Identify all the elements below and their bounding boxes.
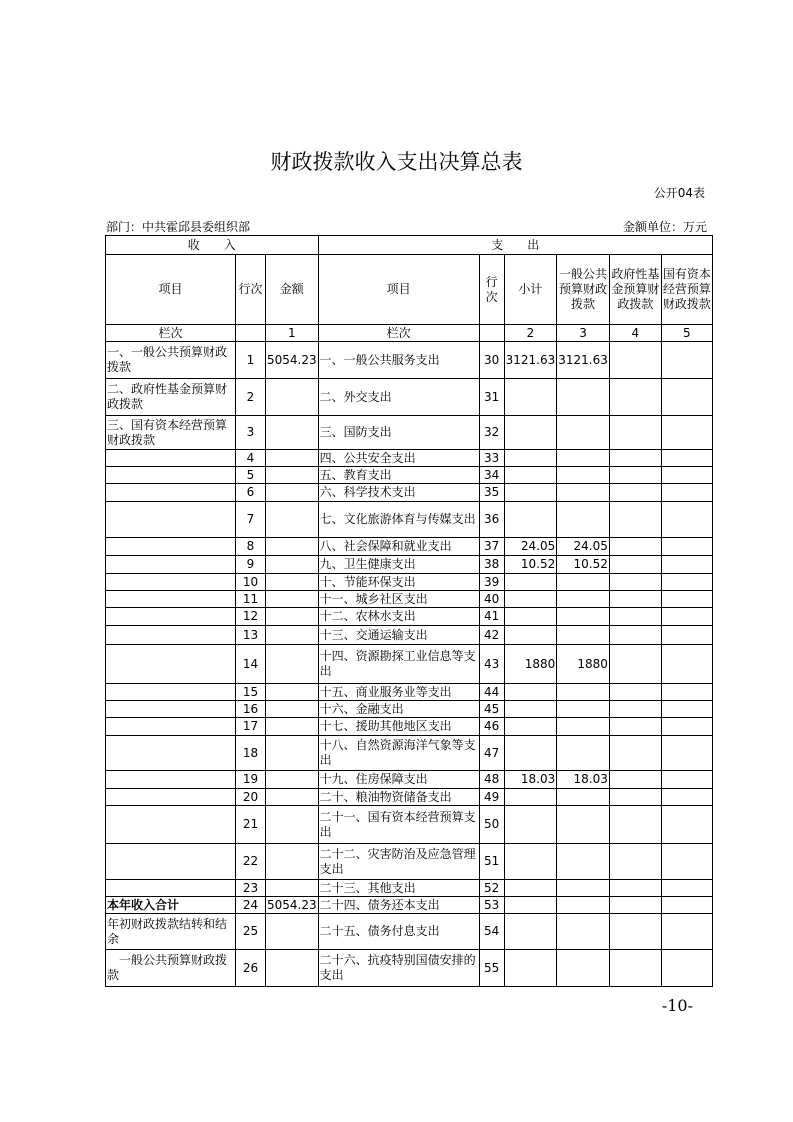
- cell-gen: 3121.63: [557, 342, 610, 379]
- cell-ex-item: 五、教育支出: [318, 467, 479, 484]
- col-general: 一般公共预算财政拨款: [557, 255, 610, 325]
- cell-sub: [504, 880, 557, 897]
- cell-ex-no: 53: [479, 897, 504, 914]
- cell-ex-no: 35: [479, 484, 504, 502]
- table-row: [106, 574, 713, 591]
- cell-in-item: [106, 538, 236, 556]
- cell-fund: [609, 538, 661, 556]
- cell-fund: [609, 450, 661, 467]
- col-index-label-2: 栏次: [318, 325, 479, 342]
- table-row: [106, 645, 713, 684]
- cell-in-amt: [266, 608, 319, 626]
- cell-state: [661, 502, 712, 538]
- cell-in-no: 16: [236, 701, 266, 718]
- col-income-item: 项目: [106, 255, 236, 325]
- cell-sub: [504, 379, 557, 416]
- cell-state: [661, 450, 712, 467]
- cell-fund: [609, 379, 661, 416]
- cell-in-item: 年初财政拨款结转和结余: [106, 914, 236, 950]
- amount-unit-label: 金额单位：万元: [622, 220, 707, 234]
- cell-ex-item: 二十三、其他支出: [318, 880, 479, 897]
- cell-gen: [557, 684, 610, 701]
- cell-gen: [557, 897, 610, 914]
- cell-ex-no: 40: [479, 591, 504, 608]
- cell-in-no: 18: [236, 736, 266, 771]
- cell-sub: [504, 574, 557, 591]
- cell-fund: [609, 950, 661, 987]
- cell-state: [661, 684, 712, 701]
- table-row: [106, 844, 713, 880]
- cell-in-item: [106, 771, 236, 789]
- col-expense-item: 项目: [318, 255, 479, 325]
- cell-gen: [557, 736, 610, 771]
- cell-gen: 24.05: [557, 538, 610, 556]
- table-row: [106, 914, 713, 950]
- cell-fund: [609, 556, 661, 574]
- cell-ex-item: 八、社会保障和就业支出: [318, 538, 479, 556]
- cell-fund: [609, 608, 661, 626]
- col-index-1: 1: [266, 325, 319, 342]
- cell-ex-no: 34: [479, 467, 504, 484]
- cell-ex-no: 54: [479, 914, 504, 950]
- cell-in-no: 8: [236, 538, 266, 556]
- cell-in-item: [106, 574, 236, 591]
- cell-ex-item: 十五、商业服务业等支出: [318, 684, 479, 701]
- cell-in-amt: [266, 538, 319, 556]
- table-row: [106, 789, 713, 806]
- cell-state: [661, 342, 712, 379]
- cell-in-item: 一般公共预算财政拨款: [106, 950, 236, 987]
- page-title: 财政拨款收入支出决算总表: [270, 150, 523, 174]
- cell-gen: 10.52: [557, 556, 610, 574]
- cell-ex-item: 三、国防支出: [318, 416, 479, 450]
- cell-in-item: [106, 484, 236, 502]
- empty-cell: [236, 325, 266, 342]
- cell-ex-no: 41: [479, 608, 504, 626]
- cell-ex-item: 十一、城乡社区支出: [318, 591, 479, 608]
- cell-sub: 18.03: [504, 771, 557, 789]
- cell-sub: [504, 897, 557, 914]
- cell-in-amt: [266, 880, 319, 897]
- cell-fund: [609, 591, 661, 608]
- cell-ex-no: 46: [479, 718, 504, 736]
- cell-in-amt: [266, 574, 319, 591]
- cell-fund: [609, 502, 661, 538]
- cell-fund: [609, 574, 661, 591]
- department-label: 部门：中共霍邱县委组织部: [106, 220, 251, 234]
- cell-sub: [504, 502, 557, 538]
- cell-in-no: 24: [236, 897, 266, 914]
- col-expense-line: 行次: [479, 255, 504, 325]
- cell-fund: [609, 880, 661, 897]
- cell-in-item: [106, 608, 236, 626]
- cell-sub: [504, 684, 557, 701]
- cell-state: [661, 538, 712, 556]
- table-row: [106, 806, 713, 844]
- cell-in-amt: [266, 914, 319, 950]
- cell-in-amt: [266, 645, 319, 684]
- cell-ex-no: 33: [479, 450, 504, 467]
- cell-ex-item: 九、卫生健康支出: [318, 556, 479, 574]
- cell-in-item: [106, 844, 236, 880]
- cell-in-item: [106, 626, 236, 645]
- cell-sub: 24.05: [504, 538, 557, 556]
- cell-in-no: 9: [236, 556, 266, 574]
- cell-ex-item: 十、节能环保支出: [318, 574, 479, 591]
- cell-in-no: 10: [236, 574, 266, 591]
- cell-in-no: 26: [236, 950, 266, 987]
- cell-in-item: [106, 645, 236, 684]
- cell-in-item: 本年收入合计: [106, 897, 236, 914]
- cell-in-item: 三、国有资本经营预算财政拨款: [106, 416, 236, 450]
- cell-state: [661, 467, 712, 484]
- table-row: [106, 950, 713, 987]
- cell-in-item: [106, 591, 236, 608]
- cell-ex-item: 二十五、债务付息支出: [318, 914, 479, 950]
- cell-in-no: 5: [236, 467, 266, 484]
- cell-in-no: 13: [236, 626, 266, 645]
- cell-ex-no: 30: [479, 342, 504, 379]
- table-row: [106, 502, 713, 538]
- cell-fund: [609, 342, 661, 379]
- table-row: [106, 538, 713, 556]
- cell-sub: [504, 484, 557, 502]
- table-row: [106, 626, 713, 645]
- col-index-3: 3: [557, 325, 610, 342]
- cell-gen: [557, 608, 610, 626]
- table-row: [106, 608, 713, 626]
- cell-state: [661, 484, 712, 502]
- page-number: -10-: [661, 996, 693, 1015]
- cell-sub: [504, 736, 557, 771]
- cell-ex-item: 十七、援助其他地区支出: [318, 718, 479, 736]
- cell-ex-item: 二十、粮油物资储备支出: [318, 789, 479, 806]
- cell-sub: [504, 591, 557, 608]
- cell-sub: [504, 789, 557, 806]
- cell-sub: [504, 608, 557, 626]
- cell-fund: [609, 684, 661, 701]
- col-index-label: 栏次: [106, 325, 236, 342]
- cell-in-no: 19: [236, 771, 266, 789]
- cell-fund: [609, 467, 661, 484]
- cell-ex-no: 36: [479, 502, 504, 538]
- cell-state: [661, 844, 712, 880]
- cell-fund: [609, 914, 661, 950]
- cell-sub: 10.52: [504, 556, 557, 574]
- cell-gen: [557, 844, 610, 880]
- cell-gen: [557, 591, 610, 608]
- cell-fund: [609, 789, 661, 806]
- cell-ex-no: 50: [479, 806, 504, 844]
- cell-ex-no: 49: [479, 789, 504, 806]
- cell-gen: [557, 701, 610, 718]
- cell-gen: [557, 450, 610, 467]
- cell-in-amt: [266, 736, 319, 771]
- cell-gen: [557, 914, 610, 950]
- cell-in-amt: [266, 771, 319, 789]
- cell-gen: [557, 484, 610, 502]
- cell-state: [661, 789, 712, 806]
- cell-in-no: 25: [236, 914, 266, 950]
- cell-state: [661, 771, 712, 789]
- cell-in-amt: [266, 484, 319, 502]
- cell-in-amt: [266, 502, 319, 538]
- cell-state: [661, 950, 712, 987]
- cell-in-no: 14: [236, 645, 266, 684]
- cell-gen: [557, 626, 610, 645]
- cell-gen: [557, 950, 610, 987]
- cell-in-no: 4: [236, 450, 266, 467]
- cell-sub: [504, 626, 557, 645]
- cell-state: [661, 416, 712, 450]
- cell-ex-item: 二十六、抗疫特别国债安排的支出: [318, 950, 479, 987]
- cell-sub: [504, 844, 557, 880]
- cell-fund: [609, 844, 661, 880]
- cell-in-no: 6: [236, 484, 266, 502]
- cell-in-item: [106, 806, 236, 844]
- cell-gen: [557, 880, 610, 897]
- cell-sub: 1880: [504, 645, 557, 684]
- table-row: [106, 684, 713, 701]
- col-income-amount: 金额: [266, 255, 319, 325]
- cell-in-amt: [266, 806, 319, 844]
- cell-sub: [504, 701, 557, 718]
- table-row: [106, 416, 713, 450]
- form-number: 公开04表: [653, 186, 705, 200]
- cell-in-no: 2: [236, 379, 266, 416]
- table-row: [106, 897, 713, 914]
- cell-in-item: [106, 450, 236, 467]
- cell-in-amt: [266, 701, 319, 718]
- table-row: [106, 701, 713, 718]
- cell-in-item: 二、政府性基金预算财政拨款: [106, 379, 236, 416]
- cell-sub: [504, 467, 557, 484]
- cell-ex-item: 十九、住房保障支出: [318, 771, 479, 789]
- col-index-4: 4: [609, 325, 661, 342]
- table-row: [106, 484, 713, 502]
- cell-ex-no: 32: [479, 416, 504, 450]
- cell-in-item: 一、一般公共预算财政拨款: [106, 342, 236, 379]
- cell-in-no: 21: [236, 806, 266, 844]
- cell-state: [661, 591, 712, 608]
- table-row: [106, 591, 713, 608]
- col-index-2: 2: [504, 325, 557, 342]
- col-state: 国有资本经营预算财政拨款: [661, 255, 712, 325]
- cell-state: [661, 897, 712, 914]
- cell-in-amt: [266, 450, 319, 467]
- cell-in-amt: [266, 591, 319, 608]
- cell-sub: [504, 450, 557, 467]
- cell-in-amt: [266, 379, 319, 416]
- cell-in-item: [106, 880, 236, 897]
- cell-ex-no: 52: [479, 880, 504, 897]
- cell-in-amt: 5054.23: [266, 342, 319, 379]
- cell-fund: [609, 701, 661, 718]
- cell-state: [661, 608, 712, 626]
- table-row: [106, 379, 713, 416]
- table-row: [106, 718, 713, 736]
- cell-fund: [609, 897, 661, 914]
- cell-in-item: [106, 502, 236, 538]
- cell-in-amt: [266, 626, 319, 645]
- cell-in-item: [106, 736, 236, 771]
- cell-fund: [609, 416, 661, 450]
- cell-ex-item: 十八、自然资源海洋气象等支出: [318, 736, 479, 771]
- cell-in-amt: [266, 718, 319, 736]
- cell-gen: 18.03: [557, 771, 610, 789]
- cell-in-no: 17: [236, 718, 266, 736]
- cell-in-no: 20: [236, 789, 266, 806]
- cell-ex-item: 十二、农林水支出: [318, 608, 479, 626]
- cell-state: [661, 379, 712, 416]
- cell-ex-no: 42: [479, 626, 504, 645]
- cell-in-item: [106, 718, 236, 736]
- cell-state: [661, 556, 712, 574]
- empty-cell: [479, 325, 504, 342]
- table-row: [106, 556, 713, 574]
- cell-ex-item: 十四、资源勘探工业信息等支出: [318, 645, 479, 684]
- cell-in-amt: 5054.23: [267, 897, 317, 912]
- cell-sub: 3121.63: [504, 342, 557, 379]
- cell-fund: [609, 736, 661, 771]
- cell-state: [661, 880, 712, 897]
- cell-ex-no: 37: [479, 538, 504, 556]
- cell-ex-item: 二、外交支出: [318, 379, 479, 416]
- cell-state: [661, 806, 712, 844]
- cell-state: [661, 701, 712, 718]
- table-row: [106, 880, 713, 897]
- table-row: [106, 342, 713, 379]
- cell-fund: [609, 718, 661, 736]
- cell-in-no: 3: [236, 416, 266, 450]
- cell-in-item: [106, 789, 236, 806]
- cell-ex-no: 31: [479, 379, 504, 416]
- cell-state: [661, 645, 712, 684]
- cell-ex-item: 二十二、灾害防治及应急管理支出: [318, 844, 479, 880]
- cell-ex-no: 51: [479, 844, 504, 880]
- cell-ex-no: 44: [479, 684, 504, 701]
- cell-in-no: 11: [236, 591, 266, 608]
- expense-header: 支 出: [318, 236, 712, 255]
- cell-in-item: [106, 556, 236, 574]
- cell-state: [661, 574, 712, 591]
- cell-in-item: [106, 701, 236, 718]
- cell-in-item: [106, 684, 236, 701]
- cell-in-amt: [266, 467, 319, 484]
- cell-gen: [557, 718, 610, 736]
- cell-in-no: 1: [236, 342, 266, 379]
- cell-gen: [557, 467, 610, 484]
- col-fund: 政府性基金预算财政拨款: [609, 255, 661, 325]
- cell-in-no: 7: [236, 502, 266, 538]
- cell-in-amt: [266, 416, 319, 450]
- cell-ex-no: 55: [479, 950, 504, 987]
- cell-gen: [557, 806, 610, 844]
- cell-ex-item: 二十一、国有资本经营预算支出: [318, 806, 479, 844]
- cell-ex-no: 45: [479, 701, 504, 718]
- table-row: [106, 467, 713, 484]
- cell-in-item: [106, 467, 236, 484]
- cell-ex-item: 一、一般公共服务支出: [318, 342, 479, 379]
- cell-sub: [504, 416, 557, 450]
- cell-gen: [557, 789, 610, 806]
- cell-ex-item: 四、公共安全支出: [318, 450, 479, 467]
- cell-in-no: 12: [236, 608, 266, 626]
- col-subtotal: 小计: [504, 255, 557, 325]
- budget-summary-table: [105, 235, 713, 987]
- cell-gen: [557, 502, 610, 538]
- cell-state: [661, 914, 712, 950]
- cell-fund: [609, 645, 661, 684]
- cell-in-amt: [266, 950, 319, 987]
- cell-ex-no: 39: [479, 574, 504, 591]
- cell-fund: [609, 806, 661, 844]
- income-header: 收 入: [106, 236, 319, 255]
- cell-fund: [609, 771, 661, 789]
- cell-ex-item: 二十四、债务还本支出: [318, 897, 479, 914]
- col-income-line: 行次: [236, 255, 266, 325]
- table-row: [106, 736, 713, 771]
- cell-sub: [504, 950, 557, 987]
- cell-sub: [504, 718, 557, 736]
- cell-state: [661, 626, 712, 645]
- cell-fund: [609, 626, 661, 645]
- cell-ex-no: 43: [479, 645, 504, 684]
- cell-in-amt: [266, 789, 319, 806]
- cell-state: [661, 736, 712, 771]
- cell-ex-item: 七、文化旅游体育与传媒支出: [318, 502, 479, 538]
- cell-ex-item: 十三、交通运输支出: [318, 626, 479, 645]
- cell-in-no: 22: [236, 844, 266, 880]
- cell-in-amt: [266, 684, 319, 701]
- cell-state: [661, 718, 712, 736]
- cell-in-no: 23: [236, 880, 266, 897]
- cell-gen: 1880: [557, 645, 610, 684]
- cell-ex-no: 47: [479, 736, 504, 771]
- cell-gen: [557, 379, 610, 416]
- table-row: [106, 771, 713, 789]
- cell-ex-no: 48: [479, 771, 504, 789]
- table-row: [106, 450, 713, 467]
- cell-ex-item: 十六、金融支出: [318, 701, 479, 718]
- cell-ex-no: 38: [479, 556, 504, 574]
- cell-sub: [504, 806, 557, 844]
- cell-in-amt: [266, 556, 319, 574]
- cell-in-no: 15: [236, 684, 266, 701]
- cell-in-amt: [266, 844, 319, 880]
- cell-ex-item: 六、科学技术支出: [318, 484, 479, 502]
- cell-fund: [609, 484, 661, 502]
- cell-gen: [557, 416, 610, 450]
- cell-sub: [504, 914, 557, 950]
- cell-gen: [557, 574, 610, 591]
- col-index-5: 5: [661, 325, 712, 342]
